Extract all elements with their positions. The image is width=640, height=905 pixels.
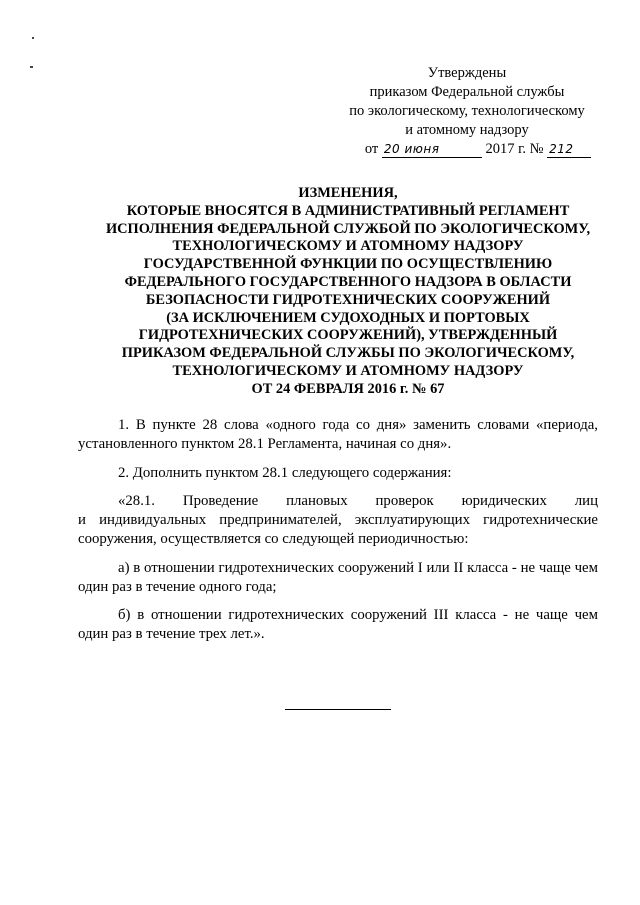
approval-line-4: и атомному надзору (405, 122, 529, 138)
handwritten-date: 20 июня (382, 142, 482, 158)
title-line: ТЕХНОЛОГИЧЕСКОМУ И АТОМНОМУ НАДЗОРУ (172, 362, 524, 379)
document-body (78, 416, 598, 654)
title-line: ИЗМЕНЕНИЯ, (298, 185, 398, 201)
paragraph-1: 1. В пункте 28 слова «одного года со дня» заменить словами «периода, установленного пунктом 28.1 Регламента, начиная со дня». (78, 417, 598, 452)
title-line: (ЗА ИСКЛЮЧЕНИЕМ СУДОХОДНЫХ И ПОРТОВЫХ (166, 309, 530, 326)
approval-line-1: Утверждены (427, 65, 507, 81)
title-line: ФЕДЕРАЛЬНОГО ГОСУДАРСТВЕННОГО НАДЗОРА В ОБЛАСТИ (124, 273, 572, 290)
approval-block (336, 64, 598, 159)
end-divider (285, 709, 391, 710)
paragraph-3-first-line: «28.1. Проведение плановых проверок юридических лиц (118, 493, 598, 509)
paragraph-2: 2. Дополнить пунктом 28.1 следующего содержания: (118, 464, 452, 481)
date-prefix: от (364, 141, 379, 157)
title-line: ТЕХНОЛОГИЧЕСКОМУ И АТОМНОМУ НАДЗОРУ (172, 238, 524, 255)
year-text: 2017 г. № (485, 141, 544, 157)
title-line: КОТОРЫЕ ВНОСЯТСЯ В АДМИНИСТРАТИВНЫЙ РЕГЛАМЕНТ (126, 202, 570, 219)
paragraph-4: а) в отношении гидротехнических сооружений I или II класса - не чаще чем один раз в течение одного года; (78, 559, 598, 595)
title-line: БЕЗОПАСНОСТИ ГИДРОТЕХНИЧЕСКИХ СООРУЖЕНИЙ (145, 291, 551, 308)
title-line: ГИДРОТЕХНИЧЕСКИХ СООРУЖЕНИЙ), УТВЕРЖДЕННЫЙ (138, 327, 558, 344)
approval-line-2: приказом Федеральной службы (369, 84, 565, 100)
approval-line-3: по экологическому, технологическому (349, 103, 585, 119)
approval-date-line (336, 140, 598, 159)
scan-speck (30, 66, 33, 68)
document-title (92, 185, 604, 399)
scan-speck (32, 37, 34, 39)
paragraph-5: б) в отношении гидротехнических сооружений III класса - не чаще чем один раз в течение трех лет.». (78, 607, 598, 642)
handwritten-number: 212 (547, 142, 591, 158)
title-line: ПРИКАЗОМ ФЕДЕРАЛЬНОЙ СЛУЖБЫ ПО ЭКОЛОГИЧЕСКОМУ, (121, 345, 575, 362)
paragraph-3-continued: и индивидуальных предпринимателей, эксплуатирующих гидротехнические сооружения, осуществляется со следующей периодичностью: (78, 512, 598, 547)
title-line: ИСПОЛНЕНИЯ ФЕДЕРАЛЬНОЙ СЛУЖБОЙ ПО ЭКОЛОГИЧЕСКОМУ, (105, 220, 591, 237)
title-line: ОТ 24 ФЕВРАЛЯ 2016 г. № 67 (251, 380, 445, 397)
title-line: ГОСУДАРСТВЕННОЙ ФУНКЦИИ ПО ОСУЩЕСТВЛЕНИЮ (143, 256, 553, 273)
